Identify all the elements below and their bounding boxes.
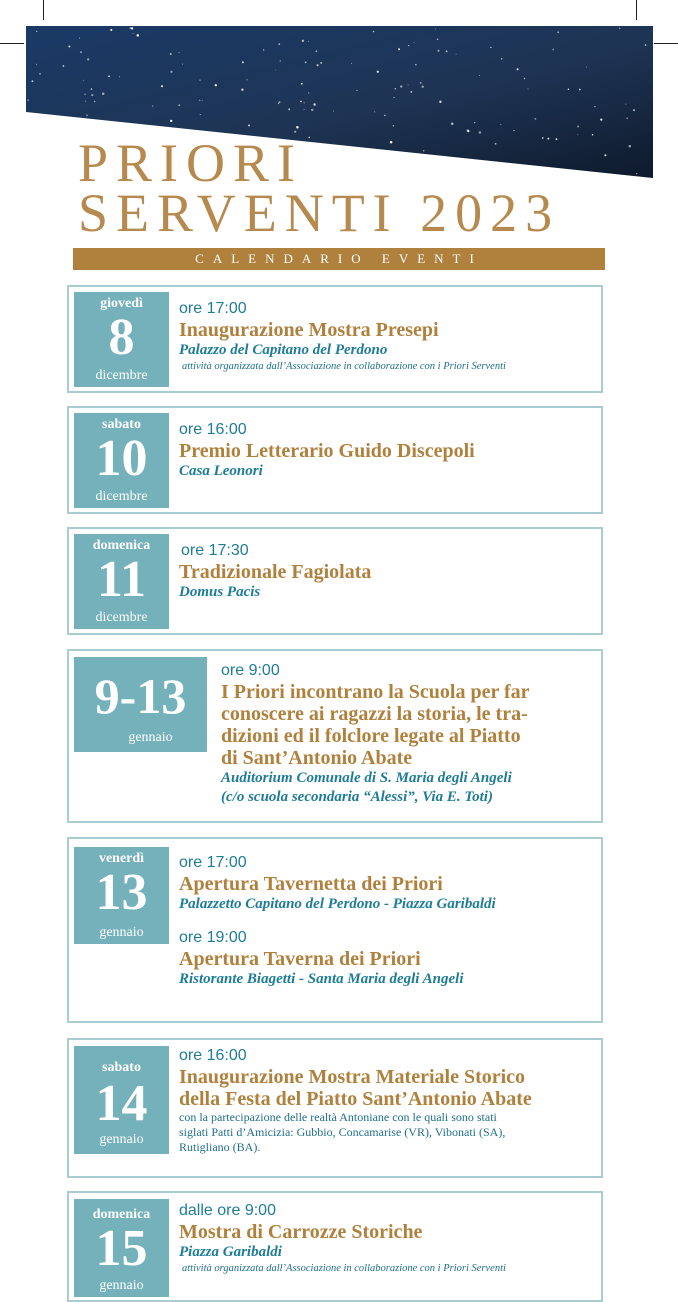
star [579, 89, 581, 91]
event-note: attività organizzata dall’Associazione in collaborazione con i Priori Serventi [182, 1263, 506, 1274]
date-weekday: domenica [92, 538, 151, 553]
event-venue: Palazzetto Capitano del Perdono - Piazza Garibaldi [179, 896, 496, 912]
date-month: gennaio [99, 925, 144, 940]
star [131, 27, 133, 29]
star [619, 28, 620, 29]
star [275, 70, 276, 71]
star [279, 101, 281, 103]
star [87, 58, 89, 60]
star [377, 71, 379, 73]
star [374, 111, 375, 112]
star [31, 80, 33, 82]
star [86, 115, 87, 116]
star [102, 92, 105, 95]
star [535, 118, 537, 120]
event-venue: Ristorante Biagetti - Santa Maria degli Angeli [179, 971, 464, 987]
star [592, 134, 594, 136]
star [80, 51, 82, 53]
star [91, 94, 93, 96]
star [604, 154, 606, 156]
star [39, 73, 41, 75]
star [280, 60, 282, 62]
event-card [67, 1038, 603, 1178]
subtitle-banner: CALENDARIO EVENTI [73, 248, 605, 270]
star [263, 49, 264, 50]
star [408, 84, 409, 85]
star [451, 122, 454, 125]
event-card [67, 527, 603, 635]
star [456, 54, 457, 55]
star [317, 64, 319, 66]
date-weekday: sabato [102, 1060, 141, 1075]
event-title: Apertura Taverna dei Priori [179, 948, 421, 970]
star [400, 85, 402, 87]
star [248, 124, 250, 126]
star [311, 109, 313, 111]
star [170, 71, 172, 73]
star [178, 104, 180, 106]
star [119, 76, 120, 77]
star [108, 75, 110, 77]
star [528, 89, 529, 90]
event-info [179, 853, 496, 989]
event-info [179, 1201, 506, 1276]
star [435, 29, 436, 30]
star [351, 63, 352, 64]
star [408, 45, 409, 46]
star [179, 52, 180, 53]
star [594, 106, 595, 107]
event-time: ore 16:00 [179, 1047, 247, 1064]
star [182, 64, 183, 65]
date-badge [74, 847, 169, 944]
event-title-line: della Festa del Piatto Sant’Antonio Abate [179, 1088, 532, 1110]
date-month: dicembre [95, 489, 148, 504]
date-badge [74, 1199, 169, 1297]
date-badge [74, 292, 169, 387]
event-card [67, 837, 603, 1023]
star [437, 38, 439, 40]
star [200, 114, 201, 115]
star [94, 101, 96, 103]
star [524, 78, 526, 80]
event-venue-line: Auditorium Comunale di S. Maria degli Angeli [221, 770, 512, 786]
star [629, 145, 631, 147]
star [36, 64, 37, 65]
star [636, 173, 637, 174]
star [199, 80, 200, 81]
star [517, 68, 519, 70]
star [479, 75, 480, 76]
event-venue: Casa Leonori [179, 463, 263, 479]
date-badge [74, 413, 169, 508]
event-time: ore 19:00 [179, 929, 247, 946]
date-weekday: venerdì [98, 851, 145, 866]
event-description-line: con la partecipazione delle realtà Antoniane con le quali sono stati [179, 1110, 497, 1124]
star [91, 88, 92, 89]
star [557, 31, 559, 33]
star [513, 130, 514, 131]
event-time: ore 17:30 [181, 542, 249, 559]
event-time: ore 9:00 [221, 662, 280, 679]
star [27, 99, 29, 101]
event-time: dalle ore 9:00 [179, 1202, 276, 1219]
title-line-2: SERVENTI 2023 [78, 183, 561, 243]
event-title-line: I Priori incontrano la Scuola per far [221, 681, 530, 703]
star [300, 101, 302, 103]
star [84, 93, 85, 94]
date-weekday: domenica [92, 1207, 151, 1222]
star [301, 83, 303, 85]
event-time: ore 17:00 [179, 300, 247, 317]
date-day: 9-13 [94, 668, 187, 724]
star [552, 49, 554, 51]
star [568, 89, 570, 91]
star [36, 31, 37, 32]
star [420, 82, 421, 83]
star [202, 100, 203, 101]
event-title: Inaugurazione Mostra Presepi [179, 319, 439, 341]
date-day: 14 [95, 1075, 148, 1132]
star [645, 44, 647, 46]
star [170, 53, 172, 55]
star [170, 120, 172, 122]
star [79, 38, 80, 39]
star [500, 124, 501, 125]
star [110, 29, 112, 31]
star [384, 115, 385, 116]
star [393, 125, 395, 127]
event-time: ore 17:00 [179, 854, 247, 871]
star [296, 126, 299, 129]
star [68, 46, 70, 48]
date-month: gennaio [99, 1132, 144, 1147]
star [356, 90, 357, 91]
star [308, 41, 309, 42]
star [501, 58, 502, 59]
event-description-line: Rutigliano (BA). [179, 1140, 261, 1154]
event-venue: Domus Pacis [179, 584, 261, 600]
star [437, 50, 439, 52]
event-note: attività organizzata dall’Associazione in collaborazione con i Priori Serventi [182, 361, 506, 372]
star [333, 111, 334, 112]
event-time: ore 16:00 [179, 421, 247, 438]
star [474, 122, 475, 123]
star [199, 100, 200, 101]
star [242, 61, 244, 63]
star [152, 105, 153, 106]
star [247, 79, 248, 80]
star [467, 129, 470, 132]
star [479, 131, 482, 134]
event-info [179, 420, 475, 481]
star [398, 48, 400, 50]
date-badge [74, 534, 169, 629]
event-title-line: Inaugurazione Mostra Materiale Storico [179, 1066, 526, 1088]
event-venue-line: (c/o scuola secondaria “Alessi”, Via E. Toti) [221, 789, 493, 805]
event-info [179, 1046, 532, 1155]
star [215, 84, 217, 86]
star [304, 102, 305, 103]
star [304, 109, 305, 110]
star [278, 43, 280, 45]
date-month: gennaio [128, 730, 173, 745]
star [305, 62, 307, 64]
star [393, 97, 394, 98]
star [83, 80, 84, 81]
star [320, 62, 322, 64]
star [625, 104, 626, 105]
event-info [221, 661, 530, 807]
star [241, 89, 243, 91]
event-venue: Piazza Garibaldi [179, 1244, 282, 1260]
star [373, 31, 374, 32]
event-title: Mostra di Carrozze Storiche [179, 1221, 423, 1243]
event-venue: Palazzo del Capitano del Perdono [179, 342, 388, 358]
event-card [67, 1191, 603, 1302]
star [577, 125, 579, 127]
date-weekday: sabato [102, 417, 141, 432]
star [313, 103, 315, 105]
star [308, 92, 309, 93]
event-card [67, 285, 603, 393]
star [626, 118, 627, 119]
date-badge [74, 657, 207, 752]
date-badge [74, 1046, 169, 1154]
date-day: 11 [96, 551, 147, 608]
event-description-line: siglati Patti d’Amicizia: Gubbio, Concamarise (VR), Vibonati (SA), [179, 1125, 506, 1139]
event-title-line: conoscere ai ragazzi la storia, le tra- [221, 703, 528, 725]
star [315, 50, 317, 52]
star [586, 67, 587, 68]
event-card [67, 649, 603, 823]
star [133, 33, 134, 34]
star [577, 134, 578, 135]
star [85, 101, 86, 102]
star [446, 51, 448, 53]
date-day: 13 [95, 864, 148, 921]
event-title-line: di Sant’Antonio Abate [221, 747, 413, 769]
date-month: dicembre [95, 610, 148, 625]
event-info [179, 299, 506, 374]
date-month: dicembre [95, 368, 148, 383]
star [633, 109, 635, 111]
star [422, 86, 424, 88]
event-title: Tradizionale Fagiolata [179, 561, 372, 583]
date-day: 15 [95, 1220, 148, 1277]
star [600, 118, 602, 120]
title-line-1: PRIORI [78, 133, 304, 193]
date-day: 8 [108, 309, 135, 366]
event-card [67, 406, 603, 514]
star [63, 65, 65, 67]
star [302, 40, 304, 42]
event-title: Apertura Tavernetta dei Priori [179, 873, 443, 895]
date-day: 10 [95, 430, 148, 487]
star [410, 91, 412, 93]
page-title [78, 133, 561, 243]
date-month: gennaio [99, 1278, 144, 1293]
event-title-line: dizioni ed il folclore legate al Piatto [221, 725, 521, 747]
star [414, 42, 415, 43]
star [288, 108, 290, 110]
star [137, 34, 140, 37]
event-info [179, 541, 371, 602]
star [490, 47, 491, 48]
date-weekday: giovedì [100, 296, 143, 311]
star [415, 64, 416, 65]
event-title: Premio Letterario Guido Discepoli [179, 440, 475, 462]
star [395, 88, 396, 89]
star [161, 85, 163, 87]
star [439, 101, 441, 103]
